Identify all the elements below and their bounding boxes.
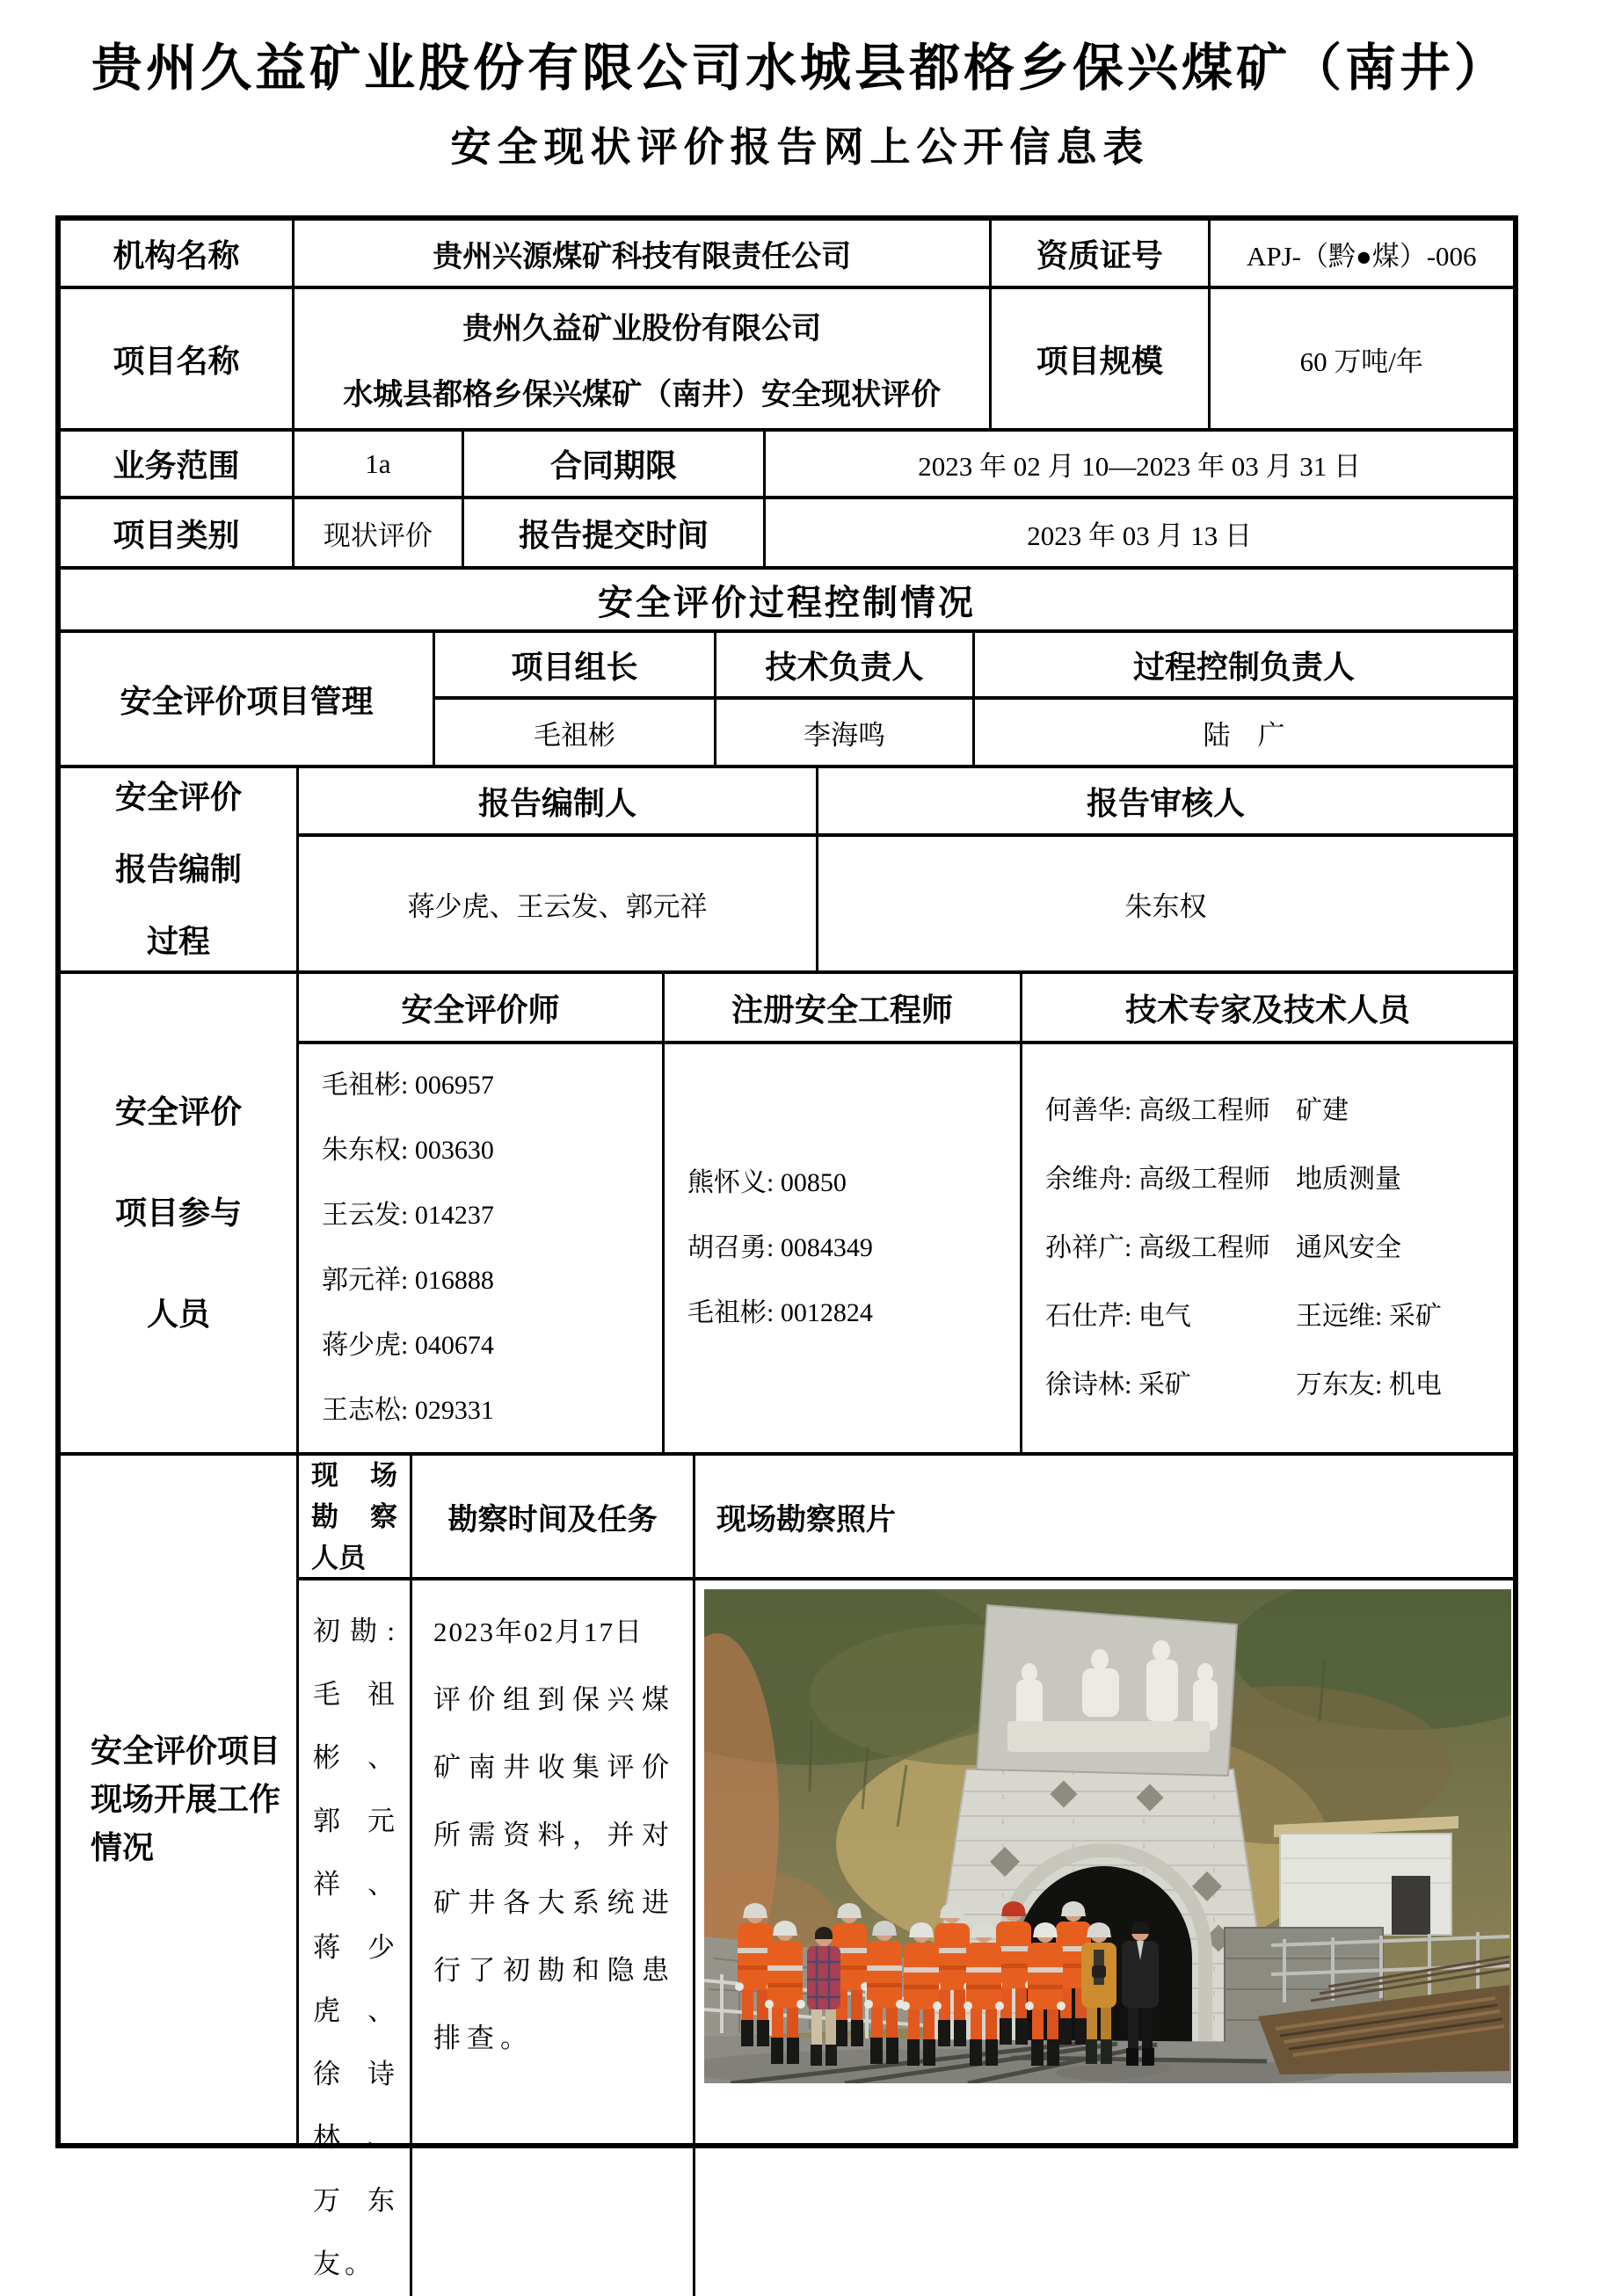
- photo-building: [1274, 1816, 1458, 1935]
- section-site-work: [61, 1456, 1513, 2279]
- engineer-item: 胡召勇: 0084349: [687, 1233, 873, 1262]
- project-scale-label: 项目规模: [992, 289, 1210, 428]
- survey-task-cell: [412, 1580, 695, 2296]
- site-survey-photo: [704, 1589, 1511, 2083]
- engineers-list: [665, 1044, 1022, 1452]
- row-project-name: [61, 289, 1513, 432]
- process-control-header: 过程控制负责人: [1132, 649, 1355, 685]
- survey-task-date: 2023年02月17日: [433, 1617, 644, 1647]
- business-scope-value: 1a: [295, 432, 464, 496]
- engineer-item: 熊怀义: 00850: [687, 1168, 847, 1197]
- participants-label-line2: 项目参与: [114, 1195, 242, 1231]
- engineer-item: 毛祖彬: 0012824: [687, 1298, 873, 1327]
- project-scale-value: 60 万吨/年: [1299, 345, 1423, 377]
- report-writer-header: 报告编制人: [299, 768, 818, 833]
- org-name-label: 机构名称: [61, 221, 295, 286]
- site-work-label-line3: 情况: [91, 1829, 155, 1865]
- management-header-row: [435, 633, 1513, 700]
- survey-personnel-cell: [299, 1580, 412, 2296]
- document-subtitle: 安全现状评价报告网上公开信息表: [450, 124, 1150, 170]
- row-business-scope: [61, 432, 1513, 499]
- project-category-value: 现状评价: [295, 499, 464, 566]
- report-submit-label: 报告提交时间: [464, 499, 767, 566]
- management-value-row: [435, 700, 1513, 765]
- row-project-category: [61, 499, 1513, 570]
- row-organization: [61, 221, 1513, 289]
- project-leader-header: 项目组长: [435, 633, 716, 696]
- evaluators-list: [299, 1044, 665, 1452]
- report-reviewer-header: 报告审核人: [1086, 785, 1245, 821]
- compilation-label-line3: 过程: [146, 924, 210, 959]
- survey-task-text: 评价组到保兴煤矿南井收集评价所需资料，并对矿井各大系统进行了初勘和隐患排查。: [433, 1684, 675, 2053]
- participants-content-row: [299, 1044, 1513, 1452]
- expert-name-title: 石仕芹: 电气: [1045, 1302, 1191, 1331]
- project-name-line2: 水城县都格乡保兴煤矿（南井）安全现状评价: [343, 379, 942, 411]
- survey-personnel-header: [299, 1456, 412, 1577]
- compilation-label-line1: 安全评价: [114, 780, 242, 815]
- participants-label-line1: 安全评价: [114, 1094, 242, 1130]
- expert-specialty: 矿建: [1296, 1096, 1349, 1125]
- evaluator-item: 蒋少虎: 040674: [322, 1331, 494, 1360]
- report-writer-value: 蒋少虎、王云发、郭元祥: [299, 837, 818, 970]
- survey-personnel-header-line3: 人员: [311, 1542, 366, 1573]
- contract-period-value: 2023 年 02 月 10—2023 年 03 月 31 日: [918, 451, 1361, 482]
- tech-director-header: 技术负责人: [716, 633, 975, 696]
- project-name-line1: 贵州久益矿业股份有限公司: [462, 313, 822, 345]
- evaluator-item: 王志松: 029331: [322, 1396, 494, 1425]
- participants-label: [61, 974, 299, 1452]
- expert-item: [1045, 1282, 1497, 1351]
- section-management: [61, 633, 1513, 768]
- document-header: [0, 0, 1600, 173]
- project-leader-value: 毛祖彬: [435, 700, 716, 765]
- compilation-label: [61, 768, 299, 970]
- experts-list: [1022, 1044, 1513, 1452]
- expert-item: [1045, 1077, 1497, 1145]
- expert-name-title: 何善华: 高级工程师: [1045, 1096, 1270, 1125]
- survey-photo-header: 现场勘察照片: [716, 1503, 896, 1537]
- project-name-value: [295, 289, 992, 428]
- survey-personnel-header-line1: 现场: [311, 1459, 397, 1491]
- expert-name-title: 徐诗林: 采矿: [1045, 1370, 1191, 1399]
- evaluator-item: 朱东权: 003630: [322, 1136, 494, 1165]
- compilation-header-row: [299, 768, 1513, 837]
- process-control-value: 陆 广: [1203, 719, 1285, 751]
- expert-item: [1045, 1214, 1497, 1282]
- project-category-label: 项目类别: [61, 499, 295, 566]
- expert-specialty: 通风安全: [1296, 1233, 1401, 1262]
- expert-name-title: 孙祥广: 高级工程师: [1045, 1233, 1270, 1262]
- project-name-label: 项目名称: [61, 289, 295, 428]
- tech-director-value: 李海鸣: [716, 700, 975, 765]
- expert-specialty: 王远维: 采矿: [1296, 1302, 1442, 1331]
- participants-label-line3: 人员: [146, 1296, 210, 1332]
- survey-task-header: 勘察时间及任务: [412, 1456, 695, 1577]
- survey-personnel-text: 初勘: 毛祖彬、郭元祥、蒋少虎、徐诗林、万东友。: [313, 1616, 399, 2279]
- org-name-value: 贵州兴源煤矿科技有限责任公司: [295, 221, 992, 286]
- compilation-value-row: [299, 837, 1513, 970]
- survey-personnel-header-line2: 勘察: [311, 1500, 397, 1532]
- info-table: [55, 215, 1518, 2279]
- cert-no-value: APJ-（黔●煤）-006: [1246, 240, 1477, 272]
- business-scope-label: 业务范围: [61, 432, 295, 496]
- experts-header: 技术专家及技术人员: [1124, 992, 1410, 1028]
- survey-photo-cell: [695, 1580, 1513, 2296]
- section-compilation: [61, 768, 1513, 974]
- process-control-banner: 安全评价过程控制情况: [598, 582, 976, 622]
- engineers-header: 注册安全工程师: [665, 974, 1022, 1041]
- expert-name-title: 余维舟: 高级工程师: [1045, 1165, 1270, 1194]
- site-work-label-line2: 现场开展工作: [91, 1781, 281, 1817]
- row-process-banner: [61, 570, 1513, 633]
- site-work-content-row: [299, 1580, 1513, 2296]
- evaluators-header: 安全评价师: [299, 974, 665, 1041]
- document-title: 贵州久益矿业股份有限公司水城县都格乡保兴煤矿（南井）: [91, 40, 1509, 97]
- cert-no-label: 资质证号: [992, 221, 1210, 286]
- report-submit-value: 2023 年 03 月 13 日: [1027, 520, 1252, 551]
- evaluator-item: 毛祖彬: 006957: [322, 1071, 494, 1100]
- expert-specialty: 万东友: 机电: [1296, 1370, 1442, 1399]
- expert-specialty: 地质测量: [1296, 1165, 1401, 1194]
- management-label: 安全评价项目管理: [61, 633, 435, 765]
- site-work-label: [61, 1456, 299, 2143]
- site-work-label-line1: 安全评价项目: [91, 1733, 281, 1769]
- contract-period-label: 合同期限: [464, 432, 767, 496]
- evaluator-item: 王云发: 014237: [322, 1201, 494, 1230]
- participants-header-row: [299, 974, 1513, 1044]
- expert-item: [1045, 1145, 1497, 1214]
- section-participants: [61, 974, 1513, 1456]
- expert-item: [1045, 1351, 1497, 1420]
- evaluator-item: 郭元祥: 016888: [322, 1266, 494, 1295]
- site-work-header-row: [299, 1456, 1513, 1580]
- report-reviewer-value: 朱东权: [1124, 890, 1207, 922]
- compilation-label-line2: 报告编制: [114, 852, 242, 887]
